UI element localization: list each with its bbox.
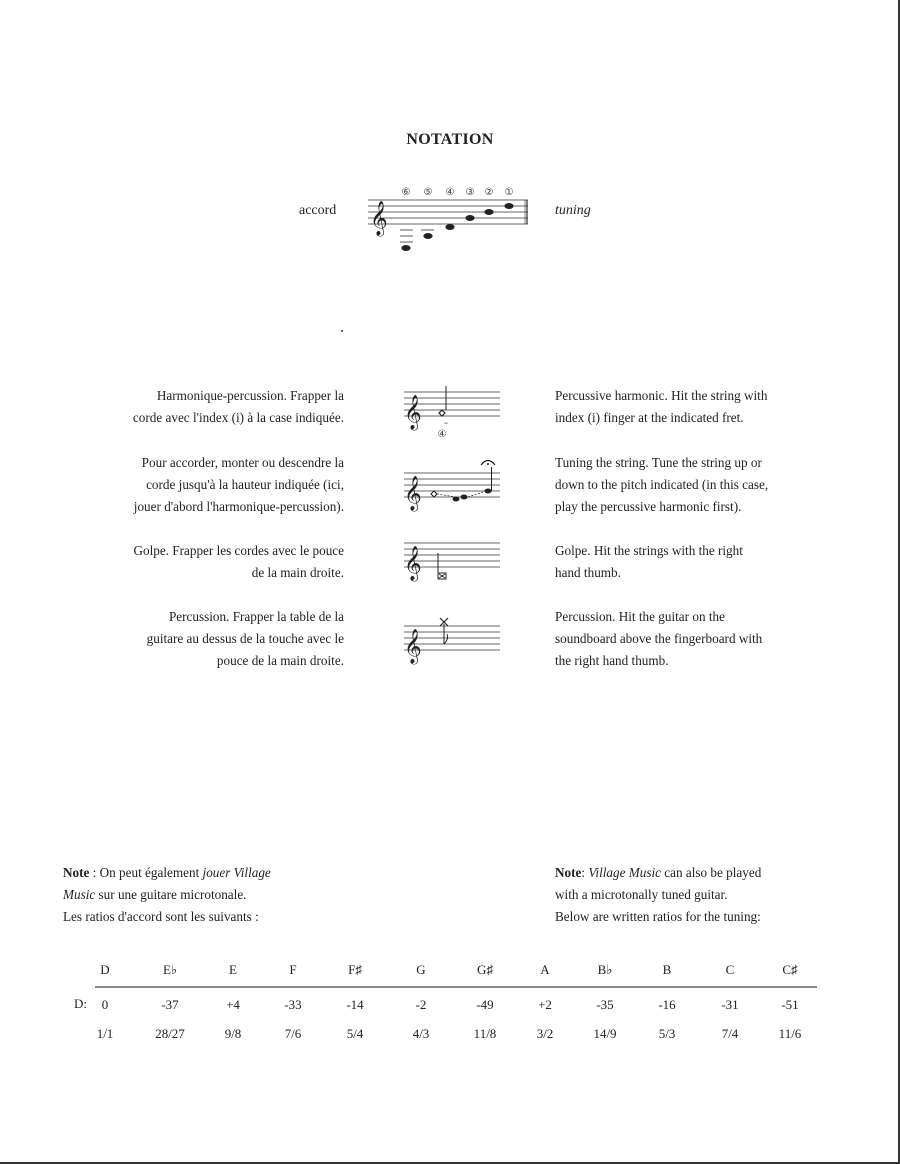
- ratio-value: 3/2: [536, 1026, 554, 1041]
- ratio-value: 4/3: [412, 1026, 430, 1041]
- string-number-4: ④: [445, 187, 455, 198]
- cents-value: 0: [101, 997, 109, 1012]
- ratio-row-label: D:: [74, 996, 87, 1011]
- string-number-1: ①: [504, 187, 514, 198]
- note-name: D: [100, 962, 110, 977]
- cents-value: -37: [161, 997, 179, 1012]
- technique-2-en: Tuning the string. Tune the string up or down to the pitch indicated (in this case, play the percussive harmonic first).: [555, 455, 769, 514]
- treble-clef-icon: 𝄞: [404, 629, 422, 664]
- note-name: F: [289, 962, 297, 977]
- technique-2-fr: Pour accorder, monter ou descendre la corde jusqu'à la hauteur indiquée (ici, jouer d'abord l'harmonique-percussion).: [133, 455, 344, 514]
- treble-clef-icon: 𝄞: [370, 201, 388, 236]
- cents-value: -16: [658, 997, 676, 1012]
- note-name: B♭: [597, 962, 613, 977]
- technique-4-fr: Percussion. Frapper la table de la guitare au dessus de la touche avec le pouce de la main droite.: [146, 609, 344, 668]
- ratio-cents-row: [0, 997, 900, 1017]
- note-name: G: [416, 962, 426, 977]
- tuning-label-fr: accord: [299, 203, 337, 218]
- technique-4-en: Percussion. Hit the guitar on the soundboard above the fingerboard with the right hand thumb.: [555, 609, 763, 668]
- tuning-note-2: [484, 209, 493, 215]
- string-number-4: ④: [437, 429, 447, 440]
- ratio-value: 9/8: [224, 1026, 242, 1041]
- page-title: NOTATION: [406, 131, 494, 148]
- treble-clef-icon: 𝄞: [404, 546, 422, 581]
- svg-text:~: ~: [443, 420, 449, 427]
- string-number-6: ⑥: [401, 187, 411, 198]
- tuning-staff: [366, 184, 536, 256]
- string-number-3: ③: [465, 187, 475, 198]
- technique-3-en: Golpe. Hit the strings with the right hand thumb.: [555, 543, 743, 580]
- ratio-divider: [95, 986, 817, 988]
- ratio-value: 7/4: [721, 1026, 739, 1041]
- string-number-2: ②: [484, 187, 494, 198]
- ratio-value: 11/6: [778, 1026, 802, 1041]
- tuning-label-en: tuning: [555, 203, 591, 218]
- ratio-notes-row: [0, 962, 900, 982]
- technique-3-fr: Golpe. Frapper les cordes avec le pouce de la main droite.: [133, 543, 344, 580]
- tuning-note-5: [423, 233, 432, 239]
- ratio-value: 5/3: [658, 1026, 676, 1041]
- cents-value: -14: [346, 997, 364, 1012]
- note-name: G♯: [477, 962, 493, 977]
- treble-clef-icon: 𝄞: [404, 395, 422, 430]
- note-en: Note: Village Music can also be played with a microtonally tuned guitar. Below are written ratios for the tuning:: [555, 865, 762, 924]
- tuning-note-6: [401, 245, 410, 251]
- cents-value: -31: [721, 997, 739, 1012]
- tuning-note-3: [465, 215, 474, 221]
- cents-value: -2: [415, 997, 427, 1012]
- note-name: E: [229, 962, 237, 977]
- cents-value: -51: [781, 997, 799, 1012]
- note-name: E♭: [162, 962, 178, 977]
- note-name: B: [662, 962, 672, 977]
- treble-clef-icon: 𝄞: [404, 476, 422, 511]
- cents-value: -49: [476, 997, 494, 1012]
- technique-1-en: Percussive harmonic. Hit the string with index (i) finger at the indicated fret.: [555, 388, 768, 425]
- ratio-value: 28/27: [155, 1026, 185, 1041]
- ratio-value: 11/8: [473, 1026, 497, 1041]
- cents-value: +2: [538, 997, 552, 1012]
- diamond-notehead-icon: [439, 410, 445, 416]
- cents-value: -35: [596, 997, 614, 1012]
- cents-value: -33: [284, 997, 302, 1012]
- note-name: F♯: [348, 962, 362, 977]
- note-name: C: [725, 962, 735, 977]
- string-number-5: ⑤: [423, 187, 433, 198]
- tuning-string-staff: [402, 455, 502, 525]
- cents-value: +4: [226, 997, 240, 1012]
- note-fr: Note : On peut également jouer Village Music sur une guitare microtonale. Les ratios d'accord sont les suivants :: [63, 865, 271, 924]
- note-name: A: [540, 962, 550, 977]
- tuning-note-1: [504, 203, 513, 209]
- ratio-value: 7/6: [284, 1026, 302, 1041]
- ratio-value: 1/1: [96, 1026, 114, 1041]
- note-name: C♯: [782, 962, 798, 977]
- golpe-staff: [402, 535, 502, 595]
- technique-1-fr: Harmonique-percussion. Frapper la corde avec l'index (i) à la case indiquée.: [132, 388, 344, 425]
- ratio-value: 5/4: [346, 1026, 364, 1041]
- tuning-note-4: [445, 224, 454, 230]
- stray-dot: [341, 330, 343, 332]
- ratio-value: 14/9: [593, 1026, 617, 1041]
- percussion-staff: [402, 612, 502, 668]
- ratio-fractions-row: [0, 1026, 900, 1046]
